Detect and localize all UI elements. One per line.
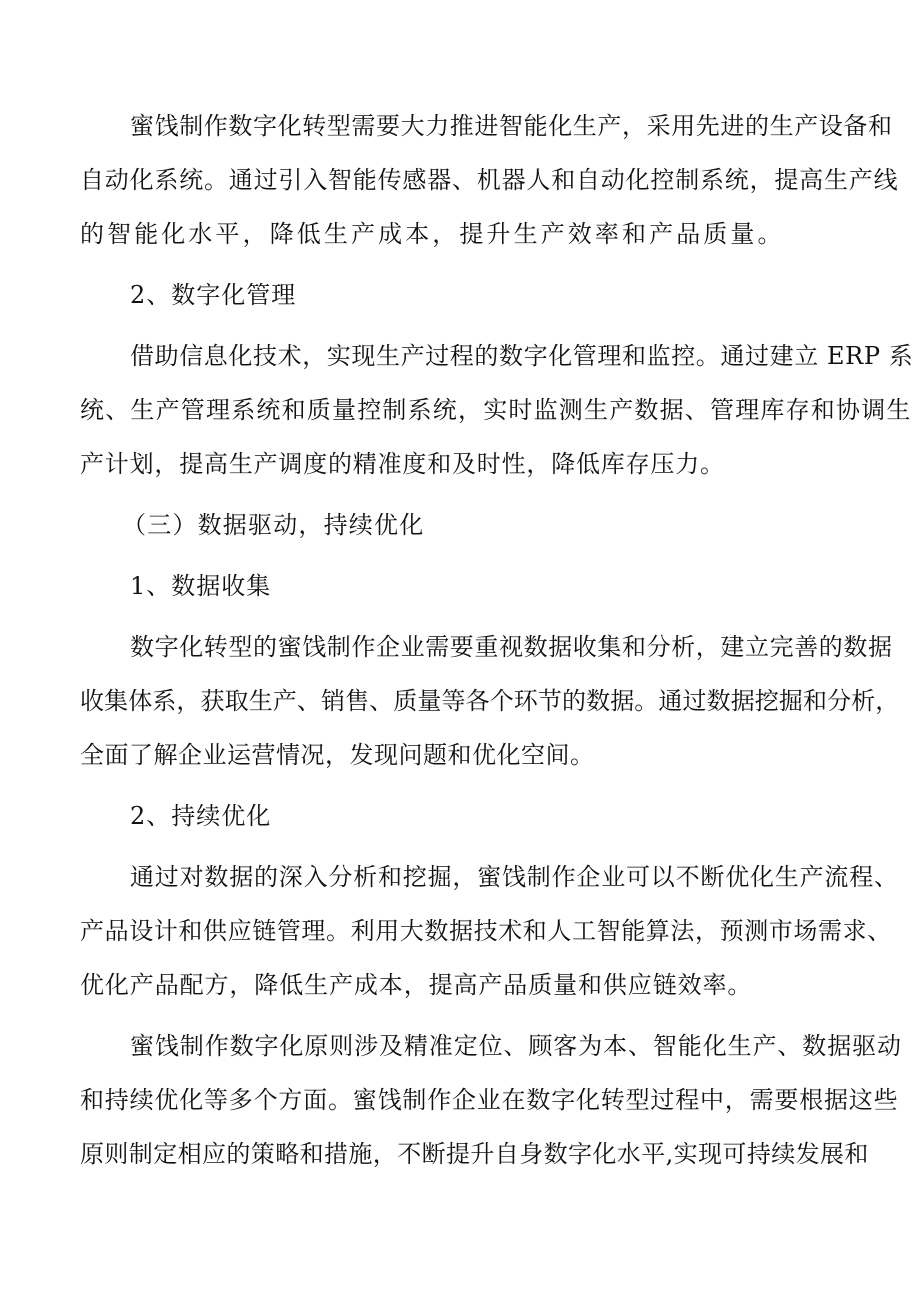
paragraph-continuous-optimization-line-1: 通过对数据的深入分析和挖掘，蜜饯制作企业可以不断优化生产流程、	[130, 863, 899, 891]
heading-digital-management: 2、数字化管理	[130, 281, 297, 309]
paragraph-continuous-optimization-line-3: 优化产品配方，降低生产成本，提高产品质量和供应链效率。	[80, 971, 753, 999]
paragraph-data-collection-line-1: 数字化转型的蜜饯制作企业需要重视数据收集和分析，建立完善的数据	[130, 633, 893, 661]
paragraph-summary-line-3: 原则制定相应的策略和措施，不断提升自身数字化水平,实现可持续发展和	[80, 1140, 869, 1168]
paragraph-summary-line-1: 蜜饯制作数字化原则涉及精准定位、顾客为本、智能化生产、数据驱动	[130, 1032, 902, 1060]
paragraph-digital-management-line-3: 产计划，提高生产调度的精准度和及时性，降低库存压力。	[80, 450, 725, 478]
paragraph-smart-production-line-3: 的智能化水平，降低生产成本，提升生产效率和产品质量。	[80, 220, 785, 248]
paragraph-smart-production-line-1: 蜜饯制作数字化转型需要大力推进智能化生产，采用先进的生产设备和	[130, 112, 893, 140]
heading-data-collection: 1、数据收集	[130, 572, 272, 600]
paragraph-data-collection-line-2: 收集体系，获取生产、销售、质量等各个环节的数据。通过数据挖掘和分析，	[80, 687, 900, 715]
paragraph-continuous-optimization-line-2: 产品设计和供应链管理。利用大数据技术和人工智能算法，预测市场需求、	[80, 917, 892, 945]
paragraph-smart-production-line-2: 自动化系统。通过引入智能传感器、机器人和自动化控制系统，提高生产线	[80, 166, 899, 194]
heading-data-driven: （三）数据驱动，持续优化	[122, 511, 425, 539]
heading-continuous-optimization: 2、持续优化	[130, 802, 272, 830]
paragraph-digital-management-line-2: 统、生产管理系统和质量控制系统，实时监测生产数据、管理库存和协调生	[80, 396, 912, 424]
paragraph-data-collection-line-3: 全面了解企业运营情况，发现问题和优化空间。	[80, 741, 595, 769]
paragraph-digital-management-line-1: 借助信息化技术，实现生产过程的数字化管理和监控。通过建立 ERP 系	[130, 342, 914, 370]
paragraph-summary-line-2: 和持续优化等多个方面。蜜饯制作企业在数字化转型过程中，需要根据这些	[80, 1086, 899, 1114]
